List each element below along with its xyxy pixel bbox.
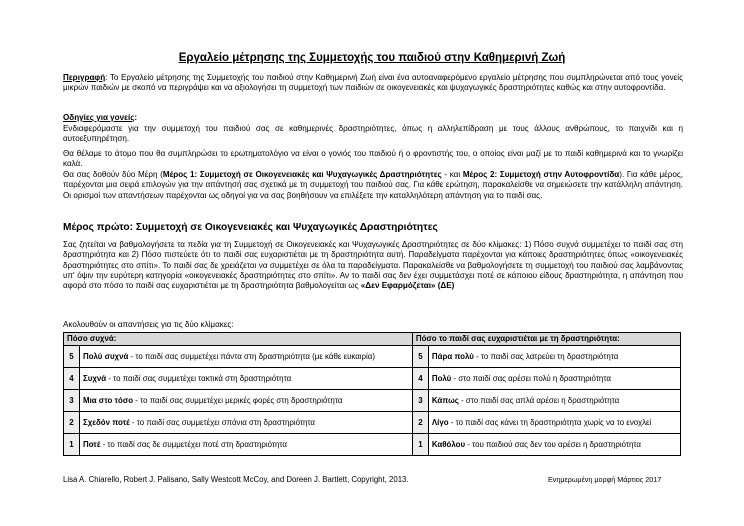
- frequency-desc: - το παιδί σας συμμετέχει τακτικά στη δραστηριότητα: [106, 373, 292, 383]
- frequency-term: Ποτέ: [83, 439, 101, 449]
- part1-heading: Μέρος πρώτο: Συμμετοχή σε Οικογενειακές και Ψυχαγωγικές Δραστηριότητες: [63, 222, 438, 233]
- footer-version: Ενημερωμένη μορφή Μάρτιος 2017: [548, 475, 662, 484]
- enjoyment-term: Πάρα πολύ: [431, 351, 474, 361]
- enjoyment-definition: [428, 390, 680, 412]
- instructions-p3-end: ). Για κάθε μέρος, παρέχονται μια σειρά επιλογών για την απάντησή σας σχετικά με τη συμμετοχή του παιδιού σας. Για κάθε ερώτηση, παρακαλείσθε να σημειώσετε την κατάλληλη απάντηση. Οι ορισμοί των απαντήσεων παρέχονται ως οδηγοί για να σας βοηθήσουν να επιλέξετε την καταλληλότερη απάντηση για το παιδί σας.: [63, 170, 683, 200]
- enjoyment-header: Πόσο το παιδί σας ευχαριστιέται με τη δραστηριότητα:: [412, 333, 680, 346]
- enjoyment-desc: - στο παιδί σας απλά αρέσει η δραστηριότητα: [458, 395, 620, 405]
- enjoyment-term: Πολύ: [431, 373, 452, 383]
- frequency-term: Πολύ συχνά: [83, 351, 129, 361]
- part2-reference: Μέρος 2: Συμμετοχή στην Αυτοφροντίδα: [462, 170, 620, 179]
- description-paragraph: [63, 73, 683, 94]
- enjoyment-desc: - του παιδιού σας δεν του αρέσει η δραστηριότητα: [465, 439, 641, 449]
- part1-reference: Μέρος 1: Συμμετοχή σε Οικογενειακές και Ψυχαγωγικές Δραστηριότητες: [162, 170, 442, 179]
- table-row: [64, 346, 681, 368]
- part1-paragraph-text: Σας ζητείται να βαθμολογήσετε τα πεδία για τη Συμμετοχή σε Οικογενειακές και Ψυχαγωγικές Δραστηριότητες σε δύο κλίμακες: 1) Πόσο συχνά συμμετέχει το παιδί σας στη δραστηριότητα και 2) Πόσο πιστεύετε ότι το παιδί σας ευχαριστιέται με τη δραστηριότητα αυτή. Παραδείγματα παρέχονται για κάποιες δραστηριότητες όπως «οικογενειακές δραστηριότητες στο σπίτι». Το παιδί σας δε χρειάζεται να συμμετέχει σε όλα τα παραδείγματα. Παρακαλείσθε να βαθμολογήσετε τη συμμετοχή του παιδιού σας λαμβάνοντας υπ' όψιν την ευρύτερη κατηγορία «οικογενειακές δραστηριότητες στο σπίτι». Αν το παιδί σας δεν έχει συμμετάσχει ποτέ σε κάποιου είδους δραστηριότητα, η απάντηση που αφορά στο πόσο το παιδί σας ευχαριστιέται με τη δραστηριότητα βαθμολογείται ως: [63, 240, 683, 291]
- page-title: Εργαλείο μέτρησης της Συμμετοχής του παιδιού στην Καθημερινή Ζωή: [178, 52, 566, 64]
- not-applicable-term: «Δεν Εφαρμόζεται» (ΔΕ): [360, 281, 455, 291]
- instructions-p3-mid: - και: [441, 170, 463, 179]
- enjoyment-score: 2: [412, 412, 428, 434]
- enjoyment-score: 4: [412, 368, 428, 390]
- description-text: : Το Εργαλείο μέτρησης της Συμμετοχής του παιδιού στην Καθημερινή Ζωή είναι ένα αυτοαναφερόμενο εργαλείο μέτρησης που συμπληρώνεται από τους γονείς μικρών παιδιών με σκοπό να περιγράψει και να αξιολογήσει τη συμμετοχή των παιδιών σε οικογενειακές και ψυχαγωγικές δραστηριότητες καθώς και στην αυτοφροντίδα.: [63, 73, 683, 93]
- enjoyment-definition: [428, 346, 680, 368]
- enjoyment-score: 1: [412, 434, 428, 456]
- frequency-definition: [80, 390, 413, 412]
- frequency-score: 2: [64, 412, 80, 434]
- frequency-score: 4: [64, 368, 80, 390]
- frequency-score: 1: [64, 434, 80, 456]
- enjoyment-desc: - το παιδί σας λατρεύει τη δραστηριότητα: [473, 351, 619, 361]
- table-header-row: [64, 333, 681, 346]
- enjoyment-desc: - το παιδί σας κάνει τη δραστηριότητα χωρίς να το ενοχλεί: [448, 417, 652, 427]
- enjoyment-score: 3: [412, 390, 428, 412]
- frequency-score: 5: [64, 346, 80, 368]
- frequency-term: Σχεδόν ποτέ: [83, 417, 130, 427]
- frequency-definition: [80, 412, 413, 434]
- enjoyment-definition: [428, 412, 680, 434]
- enjoyment-definition: [428, 368, 680, 390]
- table-row: [64, 434, 681, 456]
- frequency-desc: - το παιδί σας συμμετέχει σπάνια στη δραστηριότητα: [129, 417, 315, 427]
- part1-paragraph: [63, 240, 683, 291]
- frequency-definition: [80, 346, 413, 368]
- table-row: [64, 390, 681, 412]
- enjoyment-desc: - στο παιδί σας αρέσει πολύ η δραστηριότητα: [451, 373, 611, 383]
- instructions-heading: [63, 113, 683, 123]
- instructions-heading-colon: :: [134, 113, 138, 122]
- frequency-term: Συχνά: [83, 373, 107, 383]
- footer-authors: Lisa A. Chiarello, Robert J. Palisano, Sally Westcott McCoy, and Doreen J. Bartlett, Copyright, 2013.: [63, 475, 409, 484]
- description-label: Περιγραφή: [63, 73, 106, 82]
- table-row: [64, 368, 681, 390]
- frequency-desc: - το παιδί σας συμμετέχει μερικές φορές στη δραστηριότητα: [133, 395, 343, 405]
- response-scales-table: [63, 332, 681, 456]
- instructions-paragraph-2: Θα θέλαμε το άτομο που θα συμπληρώσει το ερωτηματολόγιο να είναι ο γονιός του παιδιού ή ο φροντιστής του, ο οποίος είναι μαζί με το παιδί καθημερινά και το γνωρίζει καλά.: [63, 149, 683, 169]
- enjoyment-score: 5: [412, 346, 428, 368]
- enjoyment-term: Κάπως: [431, 395, 459, 405]
- frequency-term: Μια στο τόσο: [83, 395, 134, 405]
- enjoyment-term: Λίγο: [431, 417, 449, 427]
- instructions-heading-text: Οδηγίες για γονείς: [63, 113, 135, 122]
- enjoyment-definition: [428, 434, 680, 456]
- instructions-paragraph-3: [63, 170, 683, 201]
- frequency-definition: [80, 434, 413, 456]
- instructions-p3-start: Θα σας δοθούν δύο Μέρη (: [63, 170, 163, 179]
- frequency-score: 3: [64, 390, 80, 412]
- frequency-desc: - το παιδί σας δε συμμετέχει ποτέ στη δραστηριότητα: [100, 439, 287, 449]
- enjoyment-term: Καθόλου: [431, 439, 466, 449]
- answers-intro: Ακολουθούν οι απαντήσεις για τις δύο κλίμακες:: [63, 320, 234, 329]
- frequency-header: Πόσο συχνά:: [64, 333, 413, 346]
- instructions-paragraph-1: Ενδιαφερόμαστε για την συμμετοχή του παιδιού σας σε καθημερινές δραστηριότητες, όπως η αλληλεπίδραση με τους άλλους ανθρώπους, το παιχνίδι και η αυτοεξυπηρέτηση.: [63, 124, 683, 144]
- table-row: [64, 412, 681, 434]
- frequency-desc: - το παιδί σας συμμετέχει πάντα στη δραστηριότητα (με κάθε ευκαιρία): [128, 351, 375, 361]
- frequency-definition: [80, 368, 413, 390]
